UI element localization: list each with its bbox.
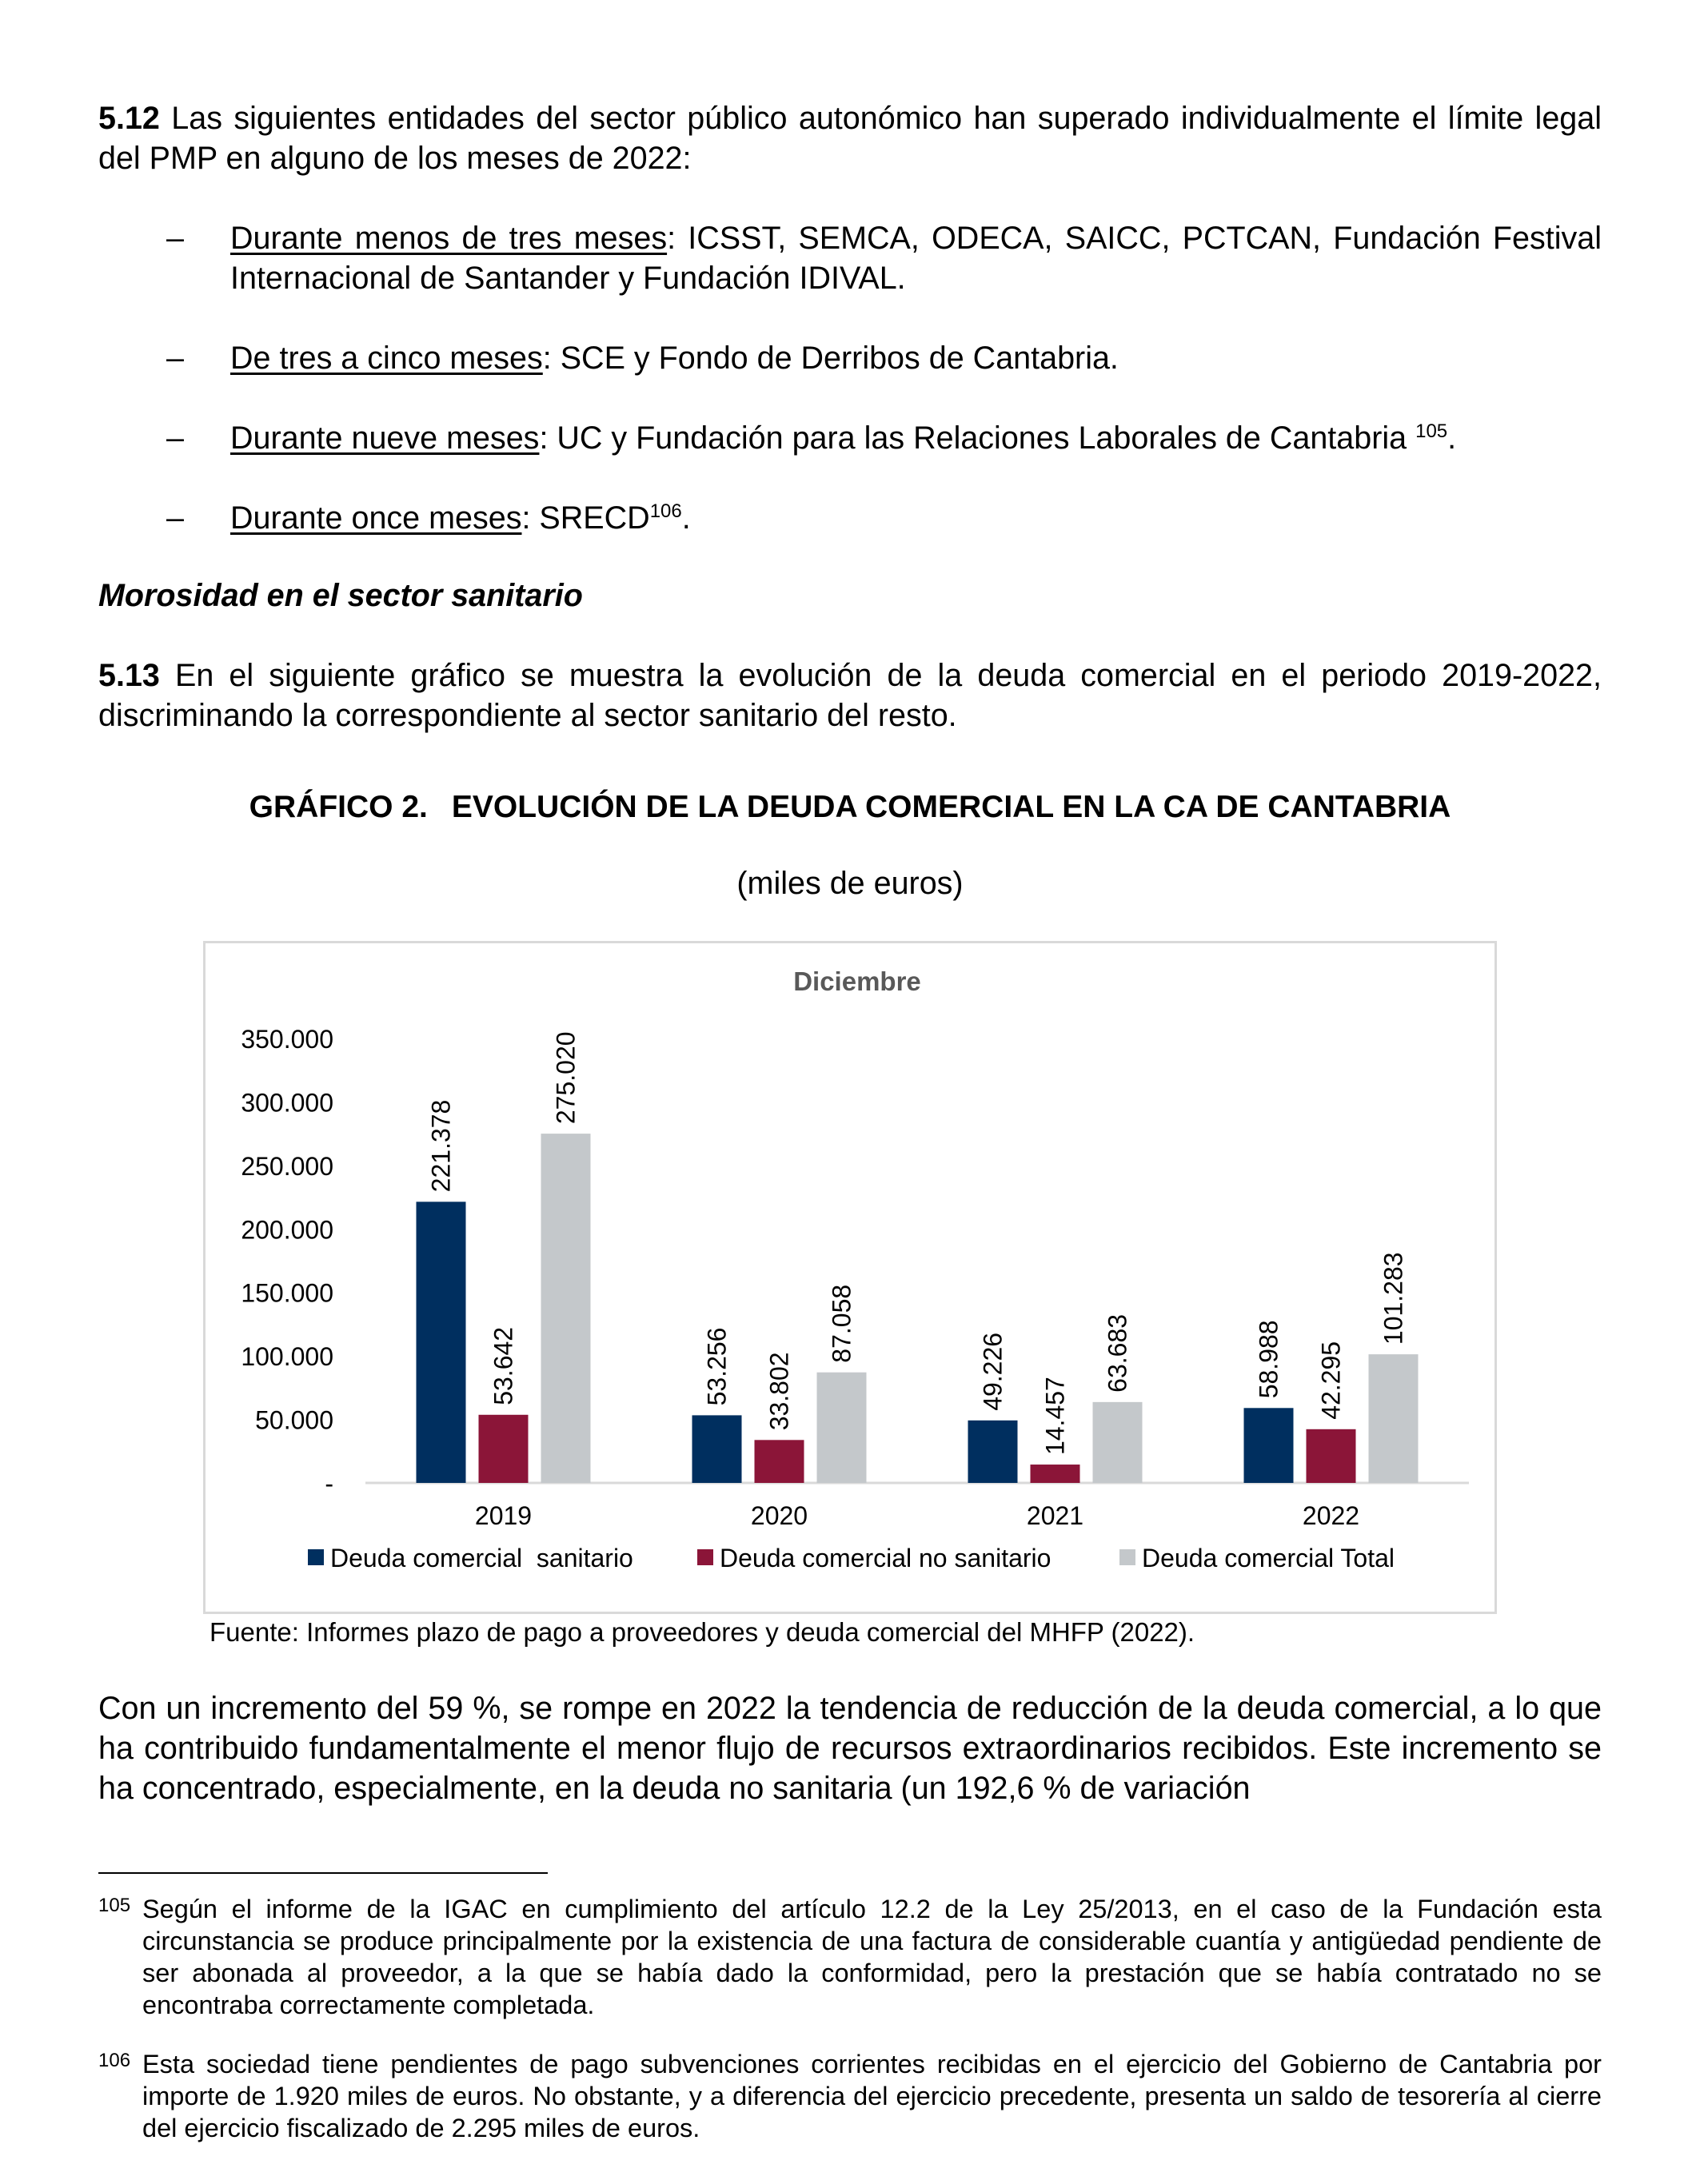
legend-label: Deuda comercial sanitario bbox=[330, 1544, 633, 1572]
footnote-number: 105 bbox=[98, 1895, 131, 1916]
chart-units: (miles de euros) bbox=[736, 866, 964, 901]
data-label: 221.378 bbox=[426, 1099, 456, 1193]
bullet-label: Durante nueve meses bbox=[230, 420, 540, 456]
data-label: 42.295 bbox=[1316, 1341, 1346, 1420]
footnote-text: Esta sociedad tiene pendientes de pago subvenciones corrientes recibidas en el ejercicio del Gobierno de Cantabria por importe de 1.920 miles de euros. No obstante, y a diferencia del ejercicio precedente, presenta un saldo de tesorería al cierre del ejercicio fiscalizado de 2.295 miles de euros. bbox=[142, 2050, 1602, 2142]
bar-2020-1 bbox=[755, 1440, 804, 1483]
x-tick-label: 2020 bbox=[750, 1501, 808, 1530]
y-tick-label: 100.000 bbox=[241, 1342, 333, 1372]
footnote-ref[interactable]: 106 bbox=[649, 500, 682, 522]
bullet-label: Durante once meses bbox=[230, 500, 522, 536]
bullet-body: : ICSST, SEMCA, ODECA, SAICC, PCTCAN, Fundación Festival Internacional de Santander y Fundación IDIVAL. bbox=[230, 221, 1602, 296]
section-heading: Morosidad en el sector sanitario bbox=[98, 578, 583, 613]
data-label: 275.020 bbox=[551, 1031, 581, 1125]
paragraph-5-12 bbox=[98, 98, 1602, 178]
bullet-text bbox=[230, 418, 1602, 458]
footnote-divider bbox=[98, 1872, 548, 1874]
footnote-ref[interactable]: 105 bbox=[1415, 420, 1448, 442]
dash-bullet: – bbox=[166, 341, 184, 376]
bullet-text bbox=[230, 218, 1602, 298]
chart-frame bbox=[203, 941, 1497, 1614]
dash-bullet: – bbox=[166, 420, 184, 456]
chart-source: Fuente: Informes plazo de pago a proveedores y deuda comercial del MHFP (2022). bbox=[210, 1617, 1195, 1647]
dash-bullet: – bbox=[166, 500, 184, 536]
data-label: 33.802 bbox=[764, 1352, 794, 1431]
bar-chart bbox=[206, 943, 1494, 1612]
bullet-body: : SCE y Fondo de Derribos de Cantabria. bbox=[542, 341, 1119, 376]
bar-2022-0 bbox=[1244, 1408, 1294, 1483]
bullet-body: : UC y Fundación para las Relaciones Laborales de Cantabria bbox=[539, 420, 1416, 456]
dash-bullet: – bbox=[166, 221, 184, 256]
x-tick-label: 2019 bbox=[474, 1501, 533, 1530]
bullet-text bbox=[230, 498, 1602, 538]
bullet-end: . bbox=[1447, 420, 1457, 456]
y-tick-label: 200.000 bbox=[241, 1215, 333, 1245]
data-label: 58.988 bbox=[1254, 1320, 1283, 1399]
bar-2019-1 bbox=[479, 1415, 529, 1483]
bullet-label: Durante menos de tres meses bbox=[230, 221, 668, 256]
y-tick-label: 300.000 bbox=[241, 1088, 333, 1118]
y-tick-label: - bbox=[325, 1469, 333, 1498]
legend-label: Deuda comercial no sanitario bbox=[720, 1544, 1052, 1572]
y-tick-label: 50.000 bbox=[255, 1405, 333, 1435]
chart-title: Diciembre bbox=[793, 966, 921, 996]
bar-2021-0 bbox=[968, 1421, 1018, 1483]
bullet-text bbox=[230, 338, 1602, 378]
chart-heading bbox=[0, 787, 1700, 827]
y-tick-label: 350.000 bbox=[241, 1025, 333, 1054]
legend-swatch bbox=[308, 1549, 324, 1565]
data-label: 49.226 bbox=[978, 1332, 1008, 1411]
data-label: 63.683 bbox=[1103, 1313, 1132, 1393]
bullet-label: De tres a cinco meses bbox=[230, 341, 543, 376]
bar-2019-0 bbox=[417, 1202, 466, 1483]
data-label: 87.058 bbox=[827, 1284, 856, 1363]
y-tick-label: 150.000 bbox=[241, 1278, 333, 1308]
paragraph-text: En el siguiente gráfico se muestra la evolución de la deuda comercial en el periodo 2019-2022, discriminando la correspondiente al sector sanitario del resto. bbox=[98, 658, 1602, 733]
legend-label: Deuda comercial Total bbox=[1142, 1544, 1395, 1572]
data-label: 101.283 bbox=[1379, 1252, 1408, 1345]
data-label: 14.457 bbox=[1040, 1377, 1070, 1456]
data-label: 53.642 bbox=[489, 1326, 518, 1405]
x-tick-label: 2022 bbox=[1302, 1501, 1360, 1530]
x-tick-label: 2021 bbox=[1026, 1501, 1084, 1530]
bar-2022-1 bbox=[1307, 1429, 1356, 1483]
y-tick-label: 250.000 bbox=[241, 1151, 333, 1181]
bar-2020-2 bbox=[817, 1373, 867, 1483]
bullet-end: . bbox=[681, 500, 691, 536]
footnote-text: Según el informe de la IGAC en cumplimiento del artículo 12.2 de la Ley 25/2013, en el caso de la Fundación esta circunstancia se produce principalmente por la existencia de una factura de considerable cuantía y antigüedad pendiente de ser abonada al proveedor, a la que se había dado la conformidad, pero la prestación que se había contratado no se encontraba correctamente completada. bbox=[142, 1895, 1602, 2019]
paragraph-number: 5.13 bbox=[98, 658, 160, 693]
paragraph-after-chart: Con un incremento del 59 %, se rompe en 2022 la tendencia de reducción de la deuda comercial, a lo que ha contribuido fundamentalmente el menor flujo de recursos extraordinarios recibidos. Este incremento se ha concentrado, especialmente, en la deuda no sanitaria (un 192,6 % de variación bbox=[98, 1691, 1602, 1806]
bar-2020-0 bbox=[692, 1415, 742, 1483]
paragraph-5-13 bbox=[98, 656, 1602, 735]
bar-2021-2 bbox=[1093, 1402, 1143, 1483]
footnote-number: 106 bbox=[98, 2050, 131, 2071]
legend-swatch bbox=[1119, 1549, 1135, 1565]
paragraph-text: Las siguientes entidades del sector público autonómico han superado individualmente el límite legal del PMP en alguno de los meses de 2022: bbox=[98, 101, 1602, 176]
bullet-body: : SRECD bbox=[521, 500, 650, 536]
legend-swatch bbox=[697, 1549, 713, 1565]
chart-number: GRÁFICO 2. bbox=[249, 790, 428, 824]
bar-2019-2 bbox=[541, 1134, 591, 1483]
bar-2021-1 bbox=[1031, 1465, 1080, 1483]
bar-2022-2 bbox=[1369, 1354, 1419, 1483]
paragraph-number: 5.12 bbox=[98, 101, 160, 136]
data-label: 53.256 bbox=[702, 1327, 732, 1406]
chart-heading-title: EVOLUCIÓN DE LA DEUDA COMERCIAL EN LA CA DE CANTABRIA bbox=[451, 790, 1451, 824]
